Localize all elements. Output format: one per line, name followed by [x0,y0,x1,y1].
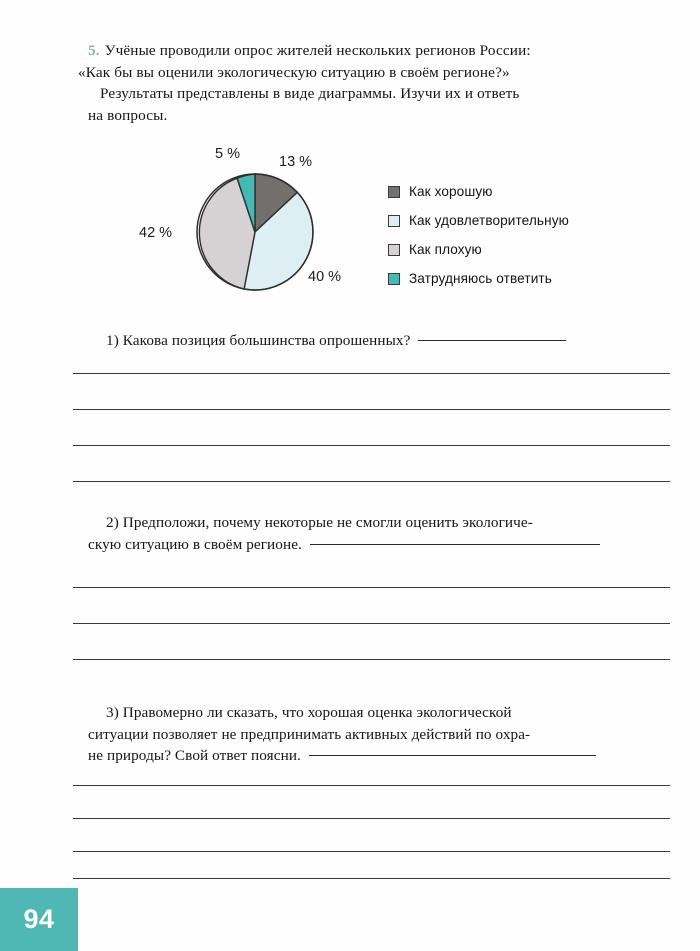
task-line-4: на вопросы. [88,106,168,124]
answer-line[interactable] [73,878,670,879]
answer-line[interactable] [73,851,670,852]
pie-label-good: 13 % [279,154,313,170]
question-3 [88,702,670,767]
legend-label-undecided: Затрудняюсь ответить [409,271,552,286]
task-line-1 [88,40,668,62]
pie-label-satisfactory: 40 % [308,269,342,285]
answer-line[interactable] [73,623,670,624]
answer-line[interactable] [73,409,670,410]
task-line-2: «Как бы вы оценили экологическую ситуацию в своём регионе?» [78,63,510,81]
legend-swatch-undecided [388,273,400,285]
legend-label-good: Как хорошую [409,184,493,199]
question-2-line-2: скую ситуацию в своём регионе. [88,535,302,553]
pie-chart-svg [195,172,315,292]
legend-item-good [388,177,569,206]
answer-line[interactable] [73,373,670,374]
question-3-inline-answer-line[interactable] [309,755,596,756]
answer-line[interactable] [73,818,670,819]
answer-line[interactable] [73,659,670,660]
question-1-line-1: 1) Какова позиция большинства опрошенных? [106,332,411,349]
answer-line[interactable] [73,785,670,786]
question-1 [88,330,670,352]
chart-legend [388,177,569,293]
answer-line[interactable] [73,445,670,446]
question-3-line-1: 3) Правомерно ли сказать, что хорошая оценка экологической [106,704,512,721]
question-2-inline-answer-line[interactable] [310,544,600,545]
page-number: 94 [23,904,55,934]
task-line-3: Результаты представлены в виде диаграммы. Изучи их и ответь [100,85,520,102]
legend-label-satisfactory: Как удовлетворительную [409,213,569,228]
task-number: 5. [88,42,100,59]
question-3-text-rest [88,745,670,767]
question-3-line-3: не природы? Свой ответ поясни. [88,747,301,764]
answer-line[interactable] [73,481,670,482]
question-1-text [88,330,670,352]
pie-chart-figure [130,140,630,310]
question-2-text-rest [88,534,670,556]
answer-line[interactable] [73,587,670,588]
pie-label-undecided: 5 % [215,146,240,162]
task-statement [78,40,668,126]
legend-item-undecided [388,264,569,293]
question-1-inline-answer-line[interactable] [418,340,566,341]
page-number-tab [0,888,78,951]
legend-swatch-good [388,186,400,198]
legend-swatch-satisfactory [388,215,400,227]
legend-item-bad [388,235,569,264]
legend-item-satisfactory [388,206,569,235]
task-line-1-text: Учёные проводили опрос жителей нескольких регионов России: [104,42,531,59]
question-2-line-1: 2) Предположи, почему некоторые не смогли оценить экологиче- [106,514,533,531]
question-2 [88,512,670,555]
legend-swatch-bad [388,244,400,256]
pie-label-bad: 42 % [139,225,173,241]
pie-chart [195,172,315,292]
question-3-line-2: ситуации позволяет не предпринимать активных действий по охра- [88,725,531,743]
legend-label-bad: Как плохую [409,242,482,257]
